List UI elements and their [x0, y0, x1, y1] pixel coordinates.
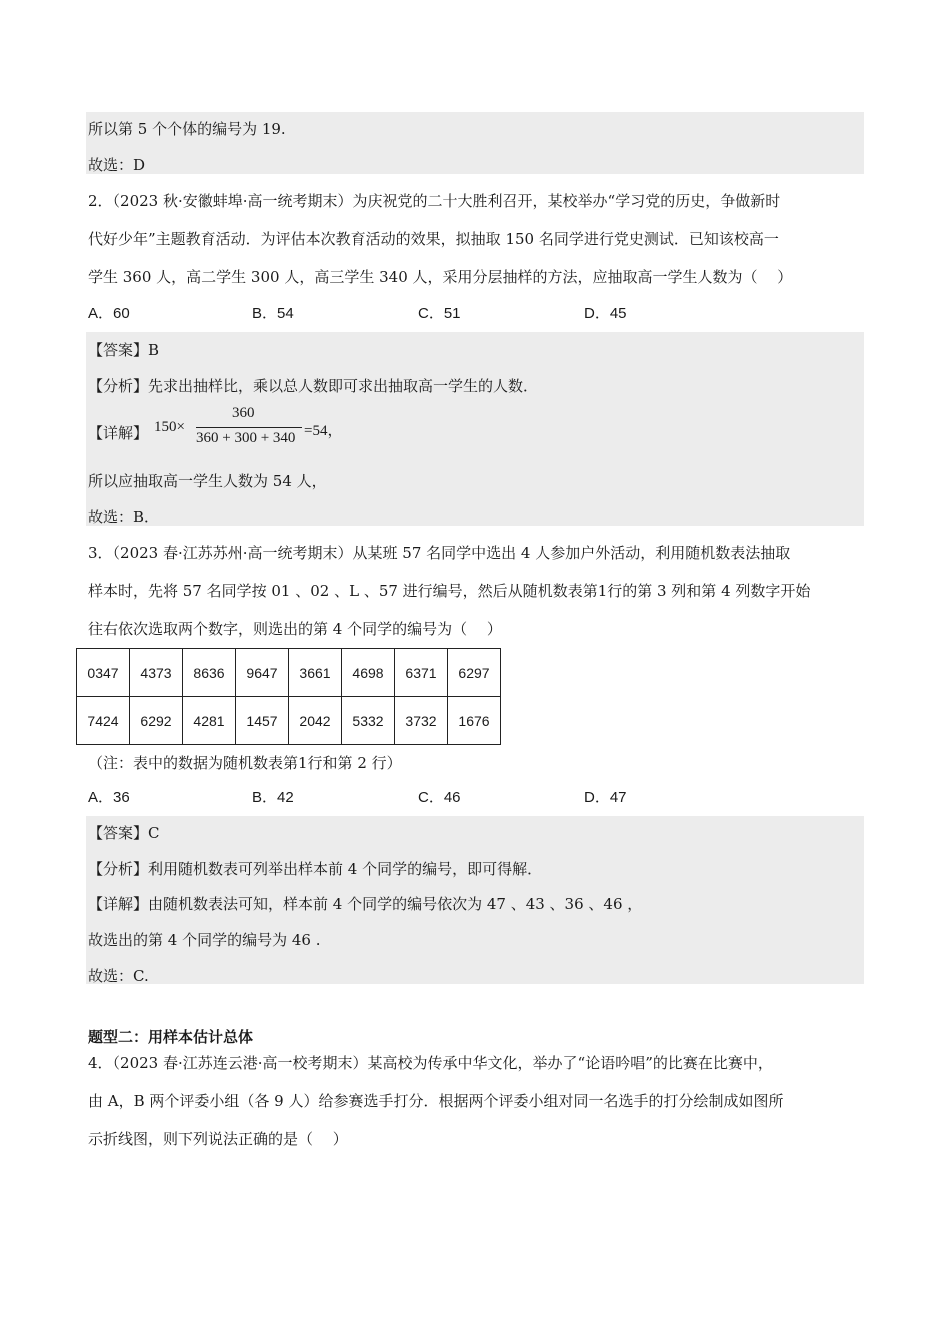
q3-option-b: B．42 — [252, 789, 294, 806]
q3-conclusion: 故选出的第 4 个同学的编号为 46 . — [88, 931, 321, 949]
q2-detail-label: 【详解】 — [88, 424, 149, 442]
q2-answer: 【答案】B — [88, 341, 160, 359]
q2-formula-numerator: 360 — [232, 405, 255, 421]
q2-option-d: D．45 — [584, 305, 627, 322]
q2-option-c: C．51 — [418, 305, 461, 322]
q2-option-b: B．54 — [252, 305, 294, 322]
table-cell: 6297 — [448, 649, 501, 697]
q4-stem-line-3: 示折线图，则下列说法正确的是（ ） — [88, 1130, 348, 1148]
table-cell: 6292 — [130, 697, 183, 745]
q2-formula-right: =54， — [304, 423, 343, 439]
q3-stem-line-3: 往右依次选取两个数字，则选出的第 4 个同学的编号为（ ） — [88, 620, 502, 638]
q3-stem-line-1: 3．（2023 春·江苏苏州·高一统考期末）从某班 57 名同学中选出 4 人参加户外活动，利用随机数表法抽取 — [88, 544, 791, 562]
table-cell: 1676 — [448, 697, 501, 745]
table-cell: 3661 — [289, 649, 342, 697]
q3-answer: 【答案】C — [88, 824, 160, 842]
q2-analysis: 【分析】先求出抽样比，乘以总人数即可求出抽取高一学生的人数． — [88, 377, 539, 395]
q2-fraction-bar — [196, 427, 302, 428]
q3-analysis: 【分析】利用随机数表可列举出样本前 4 个同学的编号，即可得解． — [88, 860, 543, 878]
table-cell: 4698 — [342, 649, 395, 697]
table-cell: 5332 — [342, 697, 395, 745]
solution-block-2 — [86, 332, 864, 526]
q3-option-c: C．46 — [418, 789, 461, 806]
q4-stem-line-2: 由 A，B 两个评委小组（各 9 人）给参赛选手打分．根据两个评委小组对同一名选手的打分绘制成如图所 — [88, 1092, 784, 1110]
table-cell: 0347 — [77, 649, 130, 697]
table-cell: 8636 — [183, 649, 236, 697]
table-cell: 1457 — [236, 697, 289, 745]
table-cell: 4373 — [130, 649, 183, 697]
q2-stem-line-1: 2．（2023 秋·安徽蚌埠·高一统考期末）为庆祝党的二十大胜利召开，某校举办“学习党的历史，争做新时 — [88, 192, 781, 210]
table-row — [77, 697, 501, 745]
q2-formula-left: 150× — [154, 419, 185, 435]
q3-stem-line-2: 样本时，先将 57 名同学按 01 、02 、L 、57 进行编号，然后从随机数表第1行的第 3 列和第 4 列数字开始 — [88, 582, 811, 600]
table-cell: 2042 — [289, 697, 342, 745]
table-cell: 9647 — [236, 649, 289, 697]
table-cell: 3732 — [395, 697, 448, 745]
q3-table-note: （注：表中的数据为随机数表第1行和第 2 行） — [88, 754, 402, 772]
q3-option-a: A．36 — [88, 789, 130, 806]
q3-option-d: D．47 — [584, 789, 627, 806]
q4-stem-line-1: 4．（2023 春·江苏连云港·高一校考期末）某高校为传承中华文化，举办了“论语吟唱”的比赛在比赛中， — [88, 1054, 773, 1072]
section-title: 题型二：用样本估计总体 — [88, 1028, 254, 1046]
solution-choose: 故选：D — [88, 156, 146, 174]
q2-stem-line-3: 学生 360 人，高二学生 300 人，高三学生 340 人，采用分层抽样的方法，应抽取高一学生人数为（ ） — [88, 268, 793, 286]
q2-conclusion: 所以应抽取高一学生人数为 54 人， — [88, 472, 327, 490]
random-number-table — [76, 648, 501, 745]
solution-line: 所以第 5 个个体的编号为 19. — [88, 120, 286, 138]
q3-choose: 故选：C. — [88, 967, 149, 985]
table-cell: 7424 — [77, 697, 130, 745]
q2-formula-denominator: 360 + 300 + 340 — [196, 430, 296, 446]
q2-option-a: A．60 — [88, 305, 130, 322]
table-cell: 6371 — [395, 649, 448, 697]
table-cell: 4281 — [183, 697, 236, 745]
q3-detail: 【详解】由随机数表法可知，样本前 4 个同学的编号依次为 47 、43 、36 、46 ， — [88, 895, 643, 913]
q2-choose: 故选：B． — [88, 508, 160, 526]
q2-stem-line-2: 代好少年”主题教育活动．为评估本次教育活动的效果，拟抽取 150 名同学进行党史测试．已知该校高一 — [88, 230, 779, 248]
table-row — [77, 649, 501, 697]
